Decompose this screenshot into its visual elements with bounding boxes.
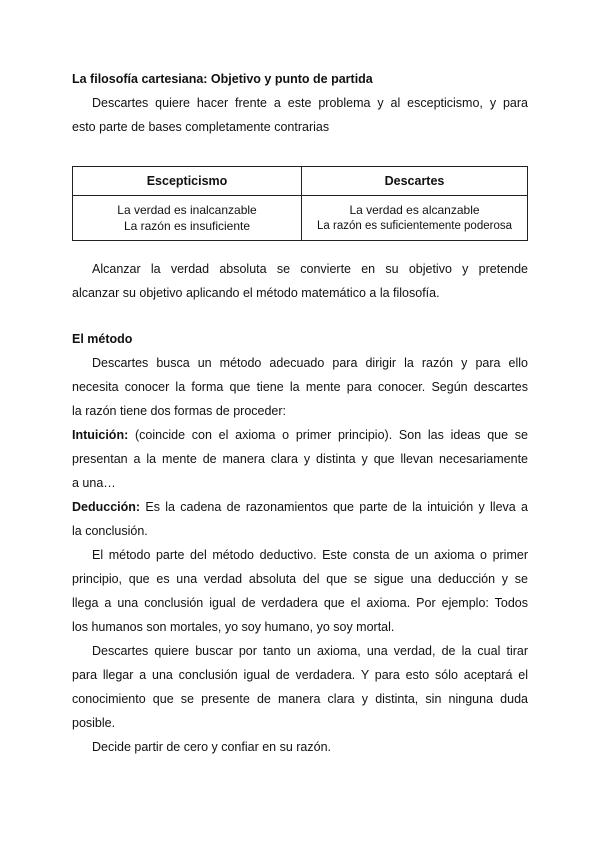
cell-line: La verdad es alcanzable	[349, 203, 480, 217]
intuicion-line	[72, 428, 528, 442]
table-cell-escepticismo	[73, 196, 302, 241]
deduccion-line: la conclusión.	[72, 524, 148, 538]
table-header-descartes: Descartes	[302, 167, 528, 196]
table-cell-descartes	[302, 196, 528, 241]
table-header-row	[73, 167, 528, 196]
table-row	[73, 196, 528, 241]
metodo-p1-line: necesita conocer la forma que tiene la mente para conocer. Según descartes	[72, 380, 528, 394]
cell-line: La razón es suficientemente poderosa	[317, 220, 512, 232]
metodo-p1-line: Descartes busca un método adecuado para dirigir la razón y para ello	[92, 356, 528, 370]
comparison-table	[72, 166, 528, 241]
cell-line: La verdad es inalcanzable	[117, 203, 257, 217]
intuicion-text: (coincide con el axioma o primer principio). Son las ideas que se	[135, 428, 529, 442]
metodo-p3-line: posible.	[72, 716, 116, 730]
intuicion-line: a una…	[72, 476, 116, 490]
metodo-p3-line: conocimiento que se presente de manera clara y distinta, sin ninguna duda	[72, 692, 528, 706]
intro-line-1: Descartes quiere hacer frente a este problema y al escepticismo, y para	[92, 96, 528, 110]
deduccion-label: Deducción:	[72, 500, 141, 514]
metodo-p1-line: la razón tiene dos formas de proceder:	[72, 404, 287, 418]
metodo-p3-line: Descartes quiere buscar por tanto un axioma, una verdad, de la cual tirar	[92, 644, 528, 658]
intro-line-2: esto parte de bases completamente contrarias	[72, 120, 330, 134]
objetivo-line-2: alcanzar su objetivo aplicando el método matemático a la filosofía.	[72, 286, 440, 300]
intuicion-line: presentan a la mente de manera clara y distinta y que llevan necesariamente	[72, 452, 528, 466]
section-heading-filosofia: La filosofía cartesiana: Objetivo y punto de partida	[72, 72, 373, 86]
metodo-p2-line: El método parte del método deductivo. Este consta de un axioma o primer	[92, 548, 528, 562]
section-heading-metodo: El método	[72, 332, 133, 346]
metodo-p2-line: los humanos son mortales, yo soy humano, yo soy mortal.	[72, 620, 395, 634]
metodo-p3-line: para llegar a una conclusión igual de verdadera. Y para esto sólo aceptará el	[72, 668, 528, 682]
intuicion-label: Intuición:	[72, 428, 129, 442]
table-header-escepticismo: Escepticismo	[73, 167, 302, 196]
deduccion-line	[72, 500, 528, 514]
metodo-p4-line: Decide partir de cero y confiar en su razón.	[92, 740, 332, 754]
cell-line: La razón es insuficiente	[123, 219, 251, 233]
metodo-p2-line: principio, que es una verdad absoluta del que se sigue una deducción y se	[72, 572, 528, 586]
metodo-p2-line: llega a una conclusión igual de verdadera que el axioma. Por ejemplo: Todos	[72, 596, 528, 610]
objetivo-line-1: Alcanzar la verdad absoluta se convierte en su objetivo y pretende	[92, 262, 528, 276]
deduccion-text: Es la cadena de razonamientos que parte de la intuición y lleva a	[145, 500, 528, 514]
